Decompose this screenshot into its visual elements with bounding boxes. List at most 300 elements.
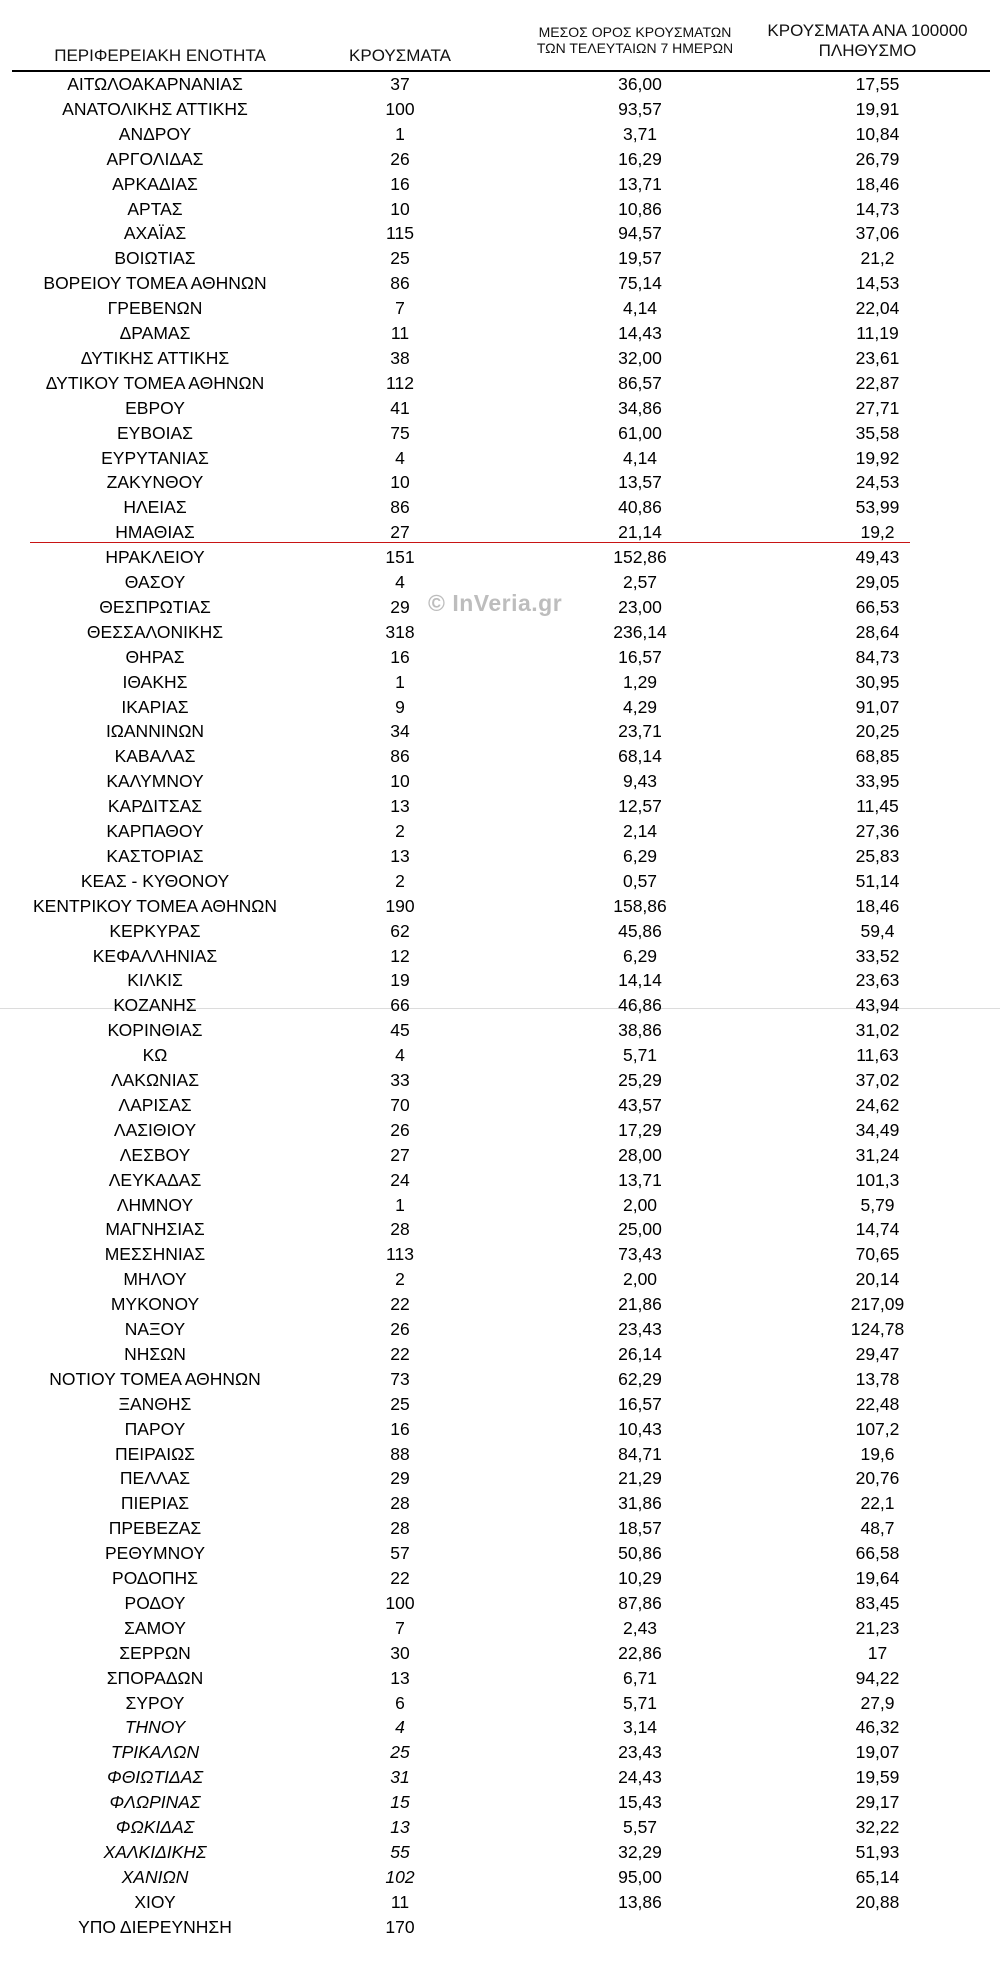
cases-cell: 170 <box>385 1916 415 1937</box>
per-100k-cell: 14,73 <box>855 198 900 219</box>
avg-cell: 31,86 <box>618 1493 662 1514</box>
avg-cell: 6,71 <box>622 1667 658 1688</box>
per-100k-cell: 19,64 <box>855 1568 900 1588</box>
avg-cell: 12,57 <box>618 796 662 817</box>
table-row <box>0 545 1000 570</box>
cases-cell: 7 <box>395 298 405 319</box>
per-100k-cell: 59,4 <box>860 920 895 941</box>
region-name: ΛΑΣΙΘΙΟΥ <box>113 1119 197 1140</box>
table-row <box>0 1666 1000 1691</box>
watermark: © InVeria.gr <box>428 590 563 616</box>
per-100k-cell: 13,78 <box>855 1368 900 1389</box>
per-100k-cell: 51,93 <box>855 1841 900 1862</box>
avg-cell: 32,29 <box>618 1841 662 1862</box>
table-row <box>0 1217 1000 1242</box>
cases-cell: 31 <box>390 1767 410 1788</box>
avg-cell: 24,43 <box>618 1767 662 1788</box>
avg-cell: 3,71 <box>622 123 658 144</box>
per-100k-cell: 20,25 <box>855 721 900 742</box>
region-name: ΘΑΣΟΥ <box>124 572 186 592</box>
avg-cell: 6,29 <box>622 845 658 866</box>
cases-cell: 66 <box>390 995 410 1016</box>
avg-cell: 23,43 <box>618 1319 662 1339</box>
region-name: ΥΠΟ ΔΙΕΡΕΥΝΗΣΗ <box>78 1916 232 1937</box>
region-name: ΑΧΑΪΑΣ <box>123 223 187 244</box>
cases-cell: 100 <box>385 98 415 119</box>
per-100k-cell: 32,22 <box>855 1817 900 1837</box>
per-100k-cell: 20,88 <box>855 1891 900 1912</box>
table-row <box>0 1691 1000 1716</box>
region-name: ΕΥΒΟΙΑΣ <box>117 422 193 443</box>
cases-cell: 26 <box>390 1319 410 1339</box>
region-name: ΡΟΔΟΠΗΣ <box>112 1568 198 1588</box>
cases-cell: 41 <box>390 397 410 418</box>
cases-cell: 25 <box>390 1393 410 1414</box>
region-name: ΜΕΣΣΗΝΙΑΣ <box>104 1244 206 1265</box>
table-row <box>0 695 1000 720</box>
region-name: ΗΡΑΚΛΕΙΟΥ <box>105 547 205 568</box>
avg-cell: 87,86 <box>618 1592 662 1613</box>
per-100k-cell: 20,14 <box>855 1269 900 1290</box>
avg-cell: 4,29 <box>622 696 658 717</box>
avg-cell: 14,14 <box>618 970 662 991</box>
cases-cell: 11 <box>390 323 410 343</box>
cases-cell: 7 <box>395 1617 405 1638</box>
table-row <box>0 1143 1000 1168</box>
table-row <box>0 1491 1000 1516</box>
cases-cell: 25 <box>390 1742 410 1763</box>
per-100k-cell: 11,45 <box>856 796 899 817</box>
region-name: ΘΗΡΑΣ <box>125 646 185 667</box>
cases-cell: 26 <box>390 1119 410 1140</box>
per-100k-cell: 33,52 <box>855 945 900 966</box>
table-row <box>0 1840 1000 1865</box>
avg-cell: 84,71 <box>618 1443 662 1464</box>
cases-cell: 112 <box>386 372 414 393</box>
cases-cell: 6 <box>395 1692 405 1713</box>
table-row <box>0 1342 1000 1367</box>
table-row <box>0 968 1000 993</box>
header-avg-line1: ΜΕΣΟΣ ΟΡΟΣ ΚΡΟΥΣΜΑΤΩΝ <box>538 24 732 40</box>
region-name: ΘΕΣΣΑΛΟΝΙΚΗΣ <box>86 621 224 642</box>
region-name: ΞΑΝΘΗΣ <box>118 1393 192 1414</box>
avg-cell: 3,14 <box>622 1717 658 1738</box>
table-row <box>0 670 1000 695</box>
region-name: ΛΑΚΩΝΙΑΣ <box>110 1070 200 1090</box>
avg-cell: 93,57 <box>618 98 662 119</box>
cases-cell: 9 <box>395 696 405 717</box>
table-row <box>0 470 1000 495</box>
cases-cell: 113 <box>386 1244 414 1265</box>
cases-cell: 115 <box>386 223 414 244</box>
table-row <box>0 321 1000 346</box>
per-100k-cell: 20,76 <box>855 1468 900 1489</box>
cases-cell: 33 <box>390 1070 410 1090</box>
per-100k-cell: 18,46 <box>855 173 900 194</box>
table-row <box>0 1193 1000 1218</box>
region-name: ΚΙΛΚΙΣ <box>127 970 183 991</box>
avg-cell: 2,43 <box>622 1617 658 1638</box>
cases-cell: 75 <box>390 422 410 443</box>
cases-cell: 16 <box>390 173 410 194</box>
cases-cell: 11 <box>390 1891 410 1912</box>
avg-cell: 5,71 <box>622 1692 658 1713</box>
per-100k-cell: 25,83 <box>855 845 900 866</box>
region-name: ΔΡΑΜΑΣ <box>119 323 191 343</box>
avg-cell: 10,86 <box>618 198 662 219</box>
per-100k-cell: 31,02 <box>855 1020 900 1041</box>
region-name: ΛΕΣΒΟΥ <box>119 1144 191 1165</box>
table-row <box>0 97 1000 122</box>
cases-cell: 1 <box>395 1194 405 1215</box>
avg-cell: 15,43 <box>618 1792 662 1813</box>
table-row <box>0 1865 1000 1890</box>
region-name: ΝΑΞΟΥ <box>124 1319 186 1339</box>
table-row <box>0 1018 1000 1043</box>
per-100k-cell: 217,09 <box>850 1294 905 1315</box>
avg-cell: 21,14 <box>618 522 662 543</box>
per-100k-cell: 19,2 <box>860 522 895 543</box>
avg-cell: 23,00 <box>618 596 662 617</box>
cases-cell: 22 <box>390 1343 410 1364</box>
cases-cell: 19 <box>390 970 410 991</box>
per-100k-cell: 35,58 <box>855 422 900 443</box>
cases-cell: 13 <box>390 845 410 866</box>
per-100k-cell: 29,47 <box>855 1343 900 1364</box>
region-name: ΗΜΑΘΙΑΣ <box>115 522 195 543</box>
avg-cell: 43,57 <box>618 1094 662 1115</box>
cases-cell: 62 <box>390 920 410 941</box>
table-row <box>0 744 1000 769</box>
per-100k-cell: 29,17 <box>855 1792 900 1813</box>
region-name: ΑΡΤΑΣ <box>127 198 183 219</box>
avg-cell: 14,43 <box>618 323 662 343</box>
header-per-line2: ΠΛΗΘΥΣΜΟ <box>818 40 917 60</box>
region-name: ΛΑΡΙΣΑΣ <box>118 1094 192 1115</box>
avg-cell: 158,86 <box>613 895 667 916</box>
cases-cell: 16 <box>390 646 410 667</box>
table-row <box>0 1466 1000 1491</box>
avg-cell: 2,00 <box>622 1194 658 1215</box>
region-name: ΜΑΓΝΗΣΙΑΣ <box>105 1219 205 1240</box>
region-name: ΕΥΡΥΤΑΝΙΑΣ <box>101 447 209 468</box>
cases-cell: 27 <box>390 1144 410 1165</box>
avg-cell: 26,14 <box>618 1343 662 1364</box>
avg-cell: 18,57 <box>618 1518 662 1539</box>
region-name: ΣΥΡΟΥ <box>125 1692 185 1713</box>
table-row <box>0 1566 1000 1591</box>
table-row <box>0 769 1000 794</box>
region-name: ΙΩΑΝΝΙΝΩΝ <box>105 721 205 742</box>
cases-cell: 25 <box>390 248 410 269</box>
region-name: ΦΘΙΩΤΙΔΑΣ <box>107 1767 203 1788</box>
per-100k-cell: 101,3 <box>855 1169 900 1190</box>
region-name: ΚΟΡΙΝΘΙΑΣ <box>107 1020 203 1041</box>
table-row <box>0 1043 1000 1068</box>
avg-cell: 50,86 <box>618 1543 662 1564</box>
per-100k-cell: 19,6 <box>860 1443 895 1464</box>
table-row <box>0 1317 1000 1342</box>
per-100k-cell: 66,58 <box>855 1543 900 1564</box>
region-name: ΓΡΕΒΕΝΩΝ <box>107 298 203 319</box>
avg-cell: 17,29 <box>618 1119 662 1140</box>
per-100k-cell: 70,65 <box>855 1244 900 1265</box>
avg-cell: 13,71 <box>618 1169 662 1190</box>
table-row <box>0 919 1000 944</box>
avg-cell: 73,43 <box>618 1244 662 1265</box>
table-row <box>0 1417 1000 1442</box>
cases-cell: 4 <box>395 1045 405 1066</box>
cases-cell: 22 <box>390 1294 410 1315</box>
avg-cell: 2,57 <box>622 572 658 592</box>
per-100k-cell: 53,99 <box>855 497 900 518</box>
cases-cell: 86 <box>390 746 410 767</box>
per-100k-cell: 46,32 <box>855 1717 900 1738</box>
per-100k-cell: 37,02 <box>855 1070 900 1090</box>
avg-cell: 25,29 <box>618 1070 662 1090</box>
region-name: ΑΝΔΡΟΥ <box>118 123 192 144</box>
avg-cell: 13,57 <box>618 472 662 493</box>
per-100k-cell: 23,63 <box>855 970 900 991</box>
per-100k-cell: 29,05 <box>855 572 900 592</box>
cases-cell: 2 <box>395 870 405 891</box>
per-100k-cell: 65,14 <box>855 1866 900 1887</box>
table-row <box>0 172 1000 197</box>
cases-cell: 86 <box>390 497 410 518</box>
table-row <box>0 1616 1000 1641</box>
cases-cell: 13 <box>390 1817 410 1837</box>
cases-cell: 4 <box>395 572 405 592</box>
region-name: ΙΚΑΡΙΑΣ <box>121 696 189 717</box>
region-name: ΣΑΜΟΥ <box>124 1617 186 1638</box>
per-100k-cell: 22,04 <box>855 298 900 319</box>
region-name: ΚΕΝΤΡΙΚΟΥ ΤΟΜΕΑ ΑΘΗΝΩΝ <box>32 895 278 916</box>
header-region: ΠΕΡΙΦΕΡΕΙΑΚΗ ΕΝΟΤΗΤΑ <box>54 46 266 65</box>
avg-cell: 68,14 <box>618 746 662 767</box>
region-name: ΤΡΙΚΑΛΩΝ <box>110 1742 200 1763</box>
cases-cell: 22 <box>390 1568 410 1588</box>
per-100k-cell: 51,14 <box>855 870 900 891</box>
avg-cell: 2,00 <box>622 1269 658 1290</box>
avg-cell: 4,14 <box>622 447 658 468</box>
avg-cell: 34,86 <box>618 397 662 418</box>
avg-cell: 23,71 <box>618 721 662 742</box>
table-row <box>0 495 1000 520</box>
per-100k-cell: 19,92 <box>855 447 900 468</box>
avg-cell: 38,86 <box>618 1020 662 1041</box>
region-name: ΠΙΕΡΙΑΣ <box>120 1493 190 1514</box>
region-name: ΖΑΚΥΝΘΟΥ <box>106 472 204 493</box>
region-name: ΑΙΤΩΛΟΑΚΑΡΝΑΝΙΑΣ <box>67 74 243 94</box>
region-name: ΡΟΔΟΥ <box>124 1592 186 1613</box>
region-name: ΚΑΡΠΑΘΟΥ <box>106 821 204 841</box>
per-100k-cell: 84,73 <box>855 646 900 667</box>
avg-cell: 6,29 <box>622 945 658 966</box>
region-name: ΚΑΛΥΜΝΟΥ <box>106 771 204 792</box>
table-row <box>0 1915 1000 1940</box>
avg-cell: 45,86 <box>618 920 662 941</box>
table-row <box>0 1118 1000 1143</box>
table-row <box>0 1740 1000 1765</box>
region-name: ΝΗΣΩΝ <box>124 1343 186 1364</box>
table-row <box>0 719 1000 744</box>
per-100k-cell: 22,1 <box>860 1493 895 1514</box>
region-name: ΜΗΛΟΥ <box>123 1269 187 1290</box>
cases-cell: 29 <box>390 596 410 617</box>
region-name: ΝΟΤΙΟΥ ΤΟΜΕΑ ΑΘΗΝΩΝ <box>49 1368 261 1389</box>
cases-cell: 45 <box>390 1020 410 1041</box>
cases-cell: 34 <box>390 721 410 742</box>
cases-cell: 15 <box>390 1792 410 1813</box>
table-row <box>0 645 1000 670</box>
cases-cell: 73 <box>390 1368 410 1389</box>
per-100k-cell: 5,79 <box>860 1194 895 1215</box>
per-100k-cell: 33,95 <box>855 771 900 792</box>
per-100k-cell: 21,2 <box>860 248 895 269</box>
header-per-100k <box>745 21 990 60</box>
table-row <box>0 1267 1000 1292</box>
per-100k-cell: 49,43 <box>855 547 900 568</box>
per-100k-cell: 91,07 <box>855 696 900 717</box>
cases-cell: 12 <box>390 945 410 966</box>
per-100k-cell: 22,87 <box>855 372 900 393</box>
per-100k-cell: 34,49 <box>855 1119 900 1140</box>
per-100k-cell: 24,62 <box>855 1094 900 1115</box>
table-row <box>0 520 1000 545</box>
per-100k-cell: 68,85 <box>855 746 900 767</box>
per-100k-cell: 11,63 <box>856 1045 899 1066</box>
table-row <box>0 1765 1000 1790</box>
table-row <box>0 221 1000 246</box>
region-name: ΕΒΡΟΥ <box>125 397 185 418</box>
region-name: ΘΕΣΠΡΩΤΙΑΣ <box>99 596 211 617</box>
cases-cell: 28 <box>390 1518 410 1539</box>
per-100k-cell: 22,48 <box>855 1393 900 1414</box>
avg-cell: 2,14 <box>622 821 658 841</box>
region-name: ΑΡΚΑΔΙΑΣ <box>112 173 198 194</box>
table-row <box>0 1392 1000 1417</box>
table-row <box>0 197 1000 222</box>
avg-cell: 25,00 <box>618 1219 662 1240</box>
per-100k-cell: 21,23 <box>855 1617 900 1638</box>
avg-cell: 40,86 <box>618 497 662 518</box>
avg-cell: 46,86 <box>618 995 662 1016</box>
cases-cell: 16 <box>390 1418 410 1439</box>
region-name: ΛΗΜΝΟΥ <box>116 1194 194 1215</box>
per-100k-cell: 19,07 <box>855 1742 900 1763</box>
region-name: ΚΕΑΣ - ΚΥΘΟΝΟΥ <box>80 870 230 891</box>
region-name: ΑΡΓΟΛΙΔΑΣ <box>106 148 204 169</box>
per-100k-cell: 26,79 <box>855 148 900 169</box>
per-100k-cell: 19,59 <box>855 1767 900 1788</box>
region-name: ΤΗΝΟΥ <box>124 1717 186 1738</box>
avg-cell: 95,00 <box>618 1866 662 1887</box>
cases-cell: 29 <box>390 1468 410 1489</box>
region-name: ΧΑΝΙΩΝ <box>121 1866 189 1887</box>
region-name: ΧΙΟΥ <box>134 1891 176 1912</box>
per-100k-cell: 27,71 <box>855 397 900 418</box>
avg-cell: 36,00 <box>618 74 662 94</box>
per-100k-cell: 17,55 <box>855 74 900 94</box>
table-row <box>0 1292 1000 1317</box>
avg-cell: 1,29 <box>622 671 658 692</box>
region-name: ΒΟΙΩΤΙΑΣ <box>114 248 196 269</box>
region-name: ΠΑΡΟΥ <box>124 1418 186 1439</box>
region-name: ΚΑΒΑΛΑΣ <box>114 746 196 767</box>
region-name: ΚΟΖΑΝΗΣ <box>113 995 197 1016</box>
region-name: ΜΥΚΟΝΟΥ <box>110 1294 200 1315</box>
cases-cell: 151 <box>385 547 415 568</box>
avg-cell: 13,86 <box>618 1891 662 1912</box>
table-row <box>0 844 1000 869</box>
avg-cell: 10,43 <box>618 1418 662 1439</box>
per-100k-cell: 124,78 <box>850 1319 905 1339</box>
table-row <box>0 1068 1000 1093</box>
cases-cell: 1 <box>395 123 405 144</box>
table-row <box>0 1367 1000 1392</box>
cases-cell: 318 <box>385 621 415 642</box>
per-100k-cell: 27,36 <box>855 821 900 841</box>
header-cases: ΚΡΟΥΣΜΑΤΑ <box>349 46 451 65</box>
table-row <box>0 993 1000 1018</box>
per-100k-cell: 28,64 <box>855 621 900 642</box>
per-100k-cell: 66,53 <box>855 596 900 617</box>
cases-cell: 24 <box>390 1169 410 1190</box>
region-name: ΠΕΛΛΑΣ <box>119 1468 191 1489</box>
region-name: ΔΥΤΙΚΟΥ ΤΟΜΕΑ ΑΘΗΝΩΝ <box>45 372 265 393</box>
per-100k-cell: 11,19 <box>856 323 899 343</box>
table-row <box>0 246 1000 271</box>
per-100k-cell: 14,53 <box>855 273 900 294</box>
avg-cell: 10,29 <box>618 1568 662 1588</box>
table-row <box>0 869 1000 894</box>
table-row <box>0 421 1000 446</box>
per-100k-cell: 24,53 <box>855 472 900 493</box>
cases-cell: 4 <box>395 447 405 468</box>
cases-cell: 10 <box>390 198 410 219</box>
avg-cell: 16,57 <box>618 646 662 667</box>
cases-cell: 2 <box>395 821 405 841</box>
region-name: ΚΩ <box>142 1045 168 1066</box>
table-row <box>0 346 1000 371</box>
header-per-line1: ΚΡΟΥΣΜΑΤΑ ΑΝΑ 100000 <box>767 21 968 40</box>
cases-cell: 28 <box>390 1493 410 1514</box>
avg-cell: 61,00 <box>618 422 662 443</box>
avg-cell: 19,57 <box>618 248 662 269</box>
region-name: ΣΠΟΡΑΔΩΝ <box>106 1667 204 1688</box>
region-name: ΠΡΕΒΕΖΑΣ <box>108 1518 202 1539</box>
table-row <box>0 396 1000 421</box>
avg-cell: 23,43 <box>618 1742 662 1763</box>
table-row <box>0 1890 1000 1915</box>
cases-cell: 86 <box>390 273 410 294</box>
cases-cell: 10 <box>390 472 410 493</box>
cases-cell: 30 <box>390 1642 410 1663</box>
cases-cell: 2 <box>395 1269 405 1290</box>
region-name: ΦΛΩΡΙΝΑΣ <box>109 1792 201 1813</box>
per-100k-cell: 94,22 <box>855 1667 900 1688</box>
region-name: ΒΟΡΕΙΟΥ ΤΟΜΕΑ ΑΘΗΝΩΝ <box>43 273 267 294</box>
region-name: ΑΝΑΤΟΛΙΚΗΣ ΑΤΤΙΚΗΣ <box>62 98 248 119</box>
per-100k-cell: 107,2 <box>855 1418 900 1439</box>
region-name: ΚΑΣΤΟΡΙΑΣ <box>106 845 204 866</box>
avg-cell: 94,57 <box>618 223 662 244</box>
table-row <box>0 794 1000 819</box>
table-row <box>0 819 1000 844</box>
avg-cell: 16,57 <box>618 1393 662 1414</box>
avg-cell: 21,29 <box>618 1468 662 1489</box>
table-row <box>0 1591 1000 1616</box>
